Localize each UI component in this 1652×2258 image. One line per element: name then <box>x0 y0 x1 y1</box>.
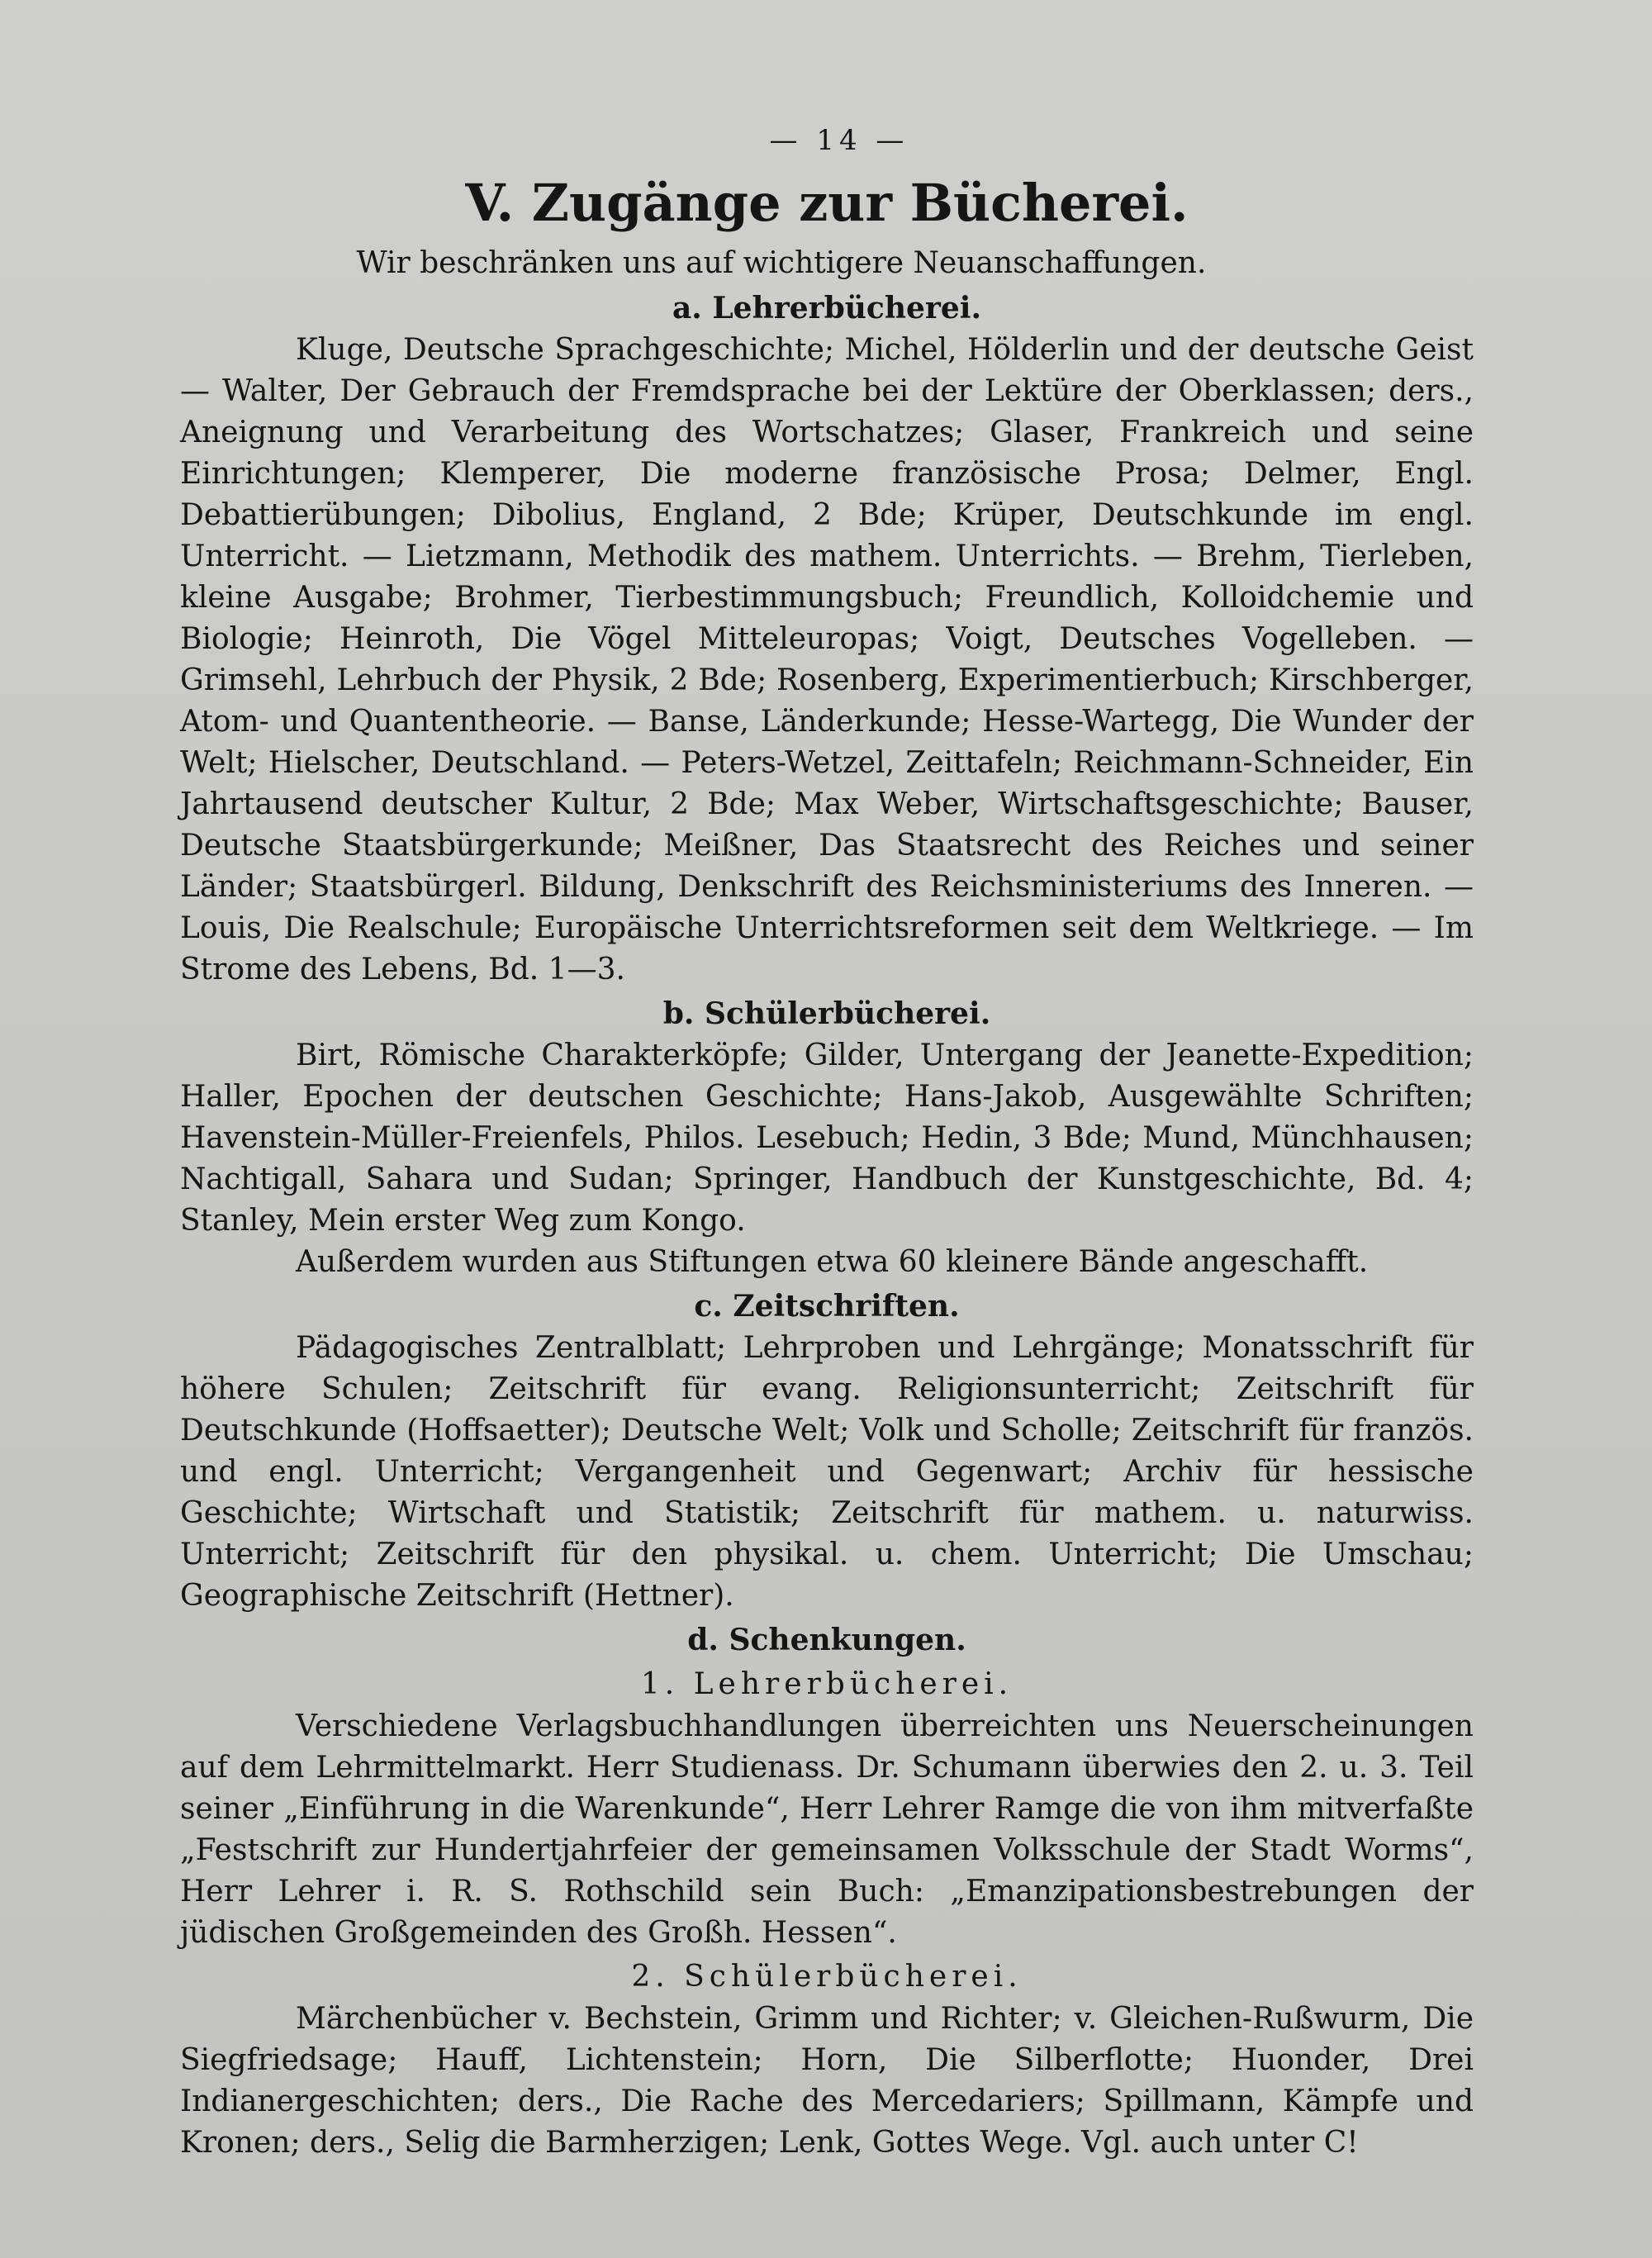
section-a-title: a. Lehrerbücherei. <box>672 291 982 326</box>
section-b-text: Birt, Römische Charakterköpfe; Gilder, Untergang der Jeanette-Expedition; Haller, Epochen der deutschen Geschichte; Hans-Jakob, Ausgewählte Schriften; Havenstein-Müller-Freienfels, Philos. Lesebuch; Hedin, 3 Bde; Mund, Münchhausen; Nachtigall, Sahara und Sudan; Springer, Handbuch der Kunstgeschichte, Bd. 4; Stanley, Mein erster Weg zum Kongo. <box>180 1039 1474 1238</box>
page-number: — 14 — <box>769 124 909 157</box>
section-d-sub1-title: 1. Lehrerbücherei. <box>640 1667 1014 1702</box>
section-d-sub1-text: Verschiedene Verlagsbuchhandlungen überreichten uns Neuerscheinungen auf dem Lehrmittelmarkt. Herr Studienass. Dr. Schumann überwies den 2. u. 3. Teil seiner „Einführung in die Warenkunde“, Herr Lehrer Ramge die von ihm mitverfaßte „Festschrift zur Hundertjahrfeier der gemeinsamen Volksschule der Stadt Worms“, Herr Lehrer i. R. S. Rothschild sein Buch: „Emanzipationsbestrebungen der jüdischen Großgemeinden des Großh. Hessen“. <box>180 1709 1474 1951</box>
section-a-text: Kluge, Deutsche Sprachgeschichte; Michel, Hölderlin und der deutsche Geist — Walter, Der Gebrauch der Fremdsprache bei der Lektüre der Oberklassen; ders., Aneignung und Verarbeitung des Wortschatzes; Glaser, Frankreich und seine Einrichtungen; Klemperer, Die moderne französische Prosa; Delmer, Engl. Debattierübungen; Dibolius, England, 2 Bde; Krüper, Deutschkunde im engl. Unterricht. — Lietzmann, Methodik des mathem. Unterrichts. — Brehm, Tierleben, kleine Ausgabe; Brohmer, Tierbestimmungsbuch; Freundlich, Kolloidchemie und Biologie; Heinroth, Die Vögel Mitteleuropas; Voigt, Deutsches Vogelleben. — Grimsehl, Lehrbuch der Physik, 2 Bde; Rosenberg, Experimentierbuch; Kirschberger, Atom- und Quantentheorie. — Banse, Länderkunde; Hesse-Wartegg, Die Wunder der Welt; Hielscher, Deutschland. — Peters-Wetzel, Zeittafeln; Reichmann-Schneider, Ein Jahrtausend deutscher Kultur, 2 Bde; Max Weber, Wirtschaftsgeschichte; Bauser, Deutsche Staatsbürgerkunde; Meißner, Das Staatsrecht des Reiches und seiner Länder; Staatsbürgerl. Bildung, Denkschrift des Reichsministeriums des Inneren. — Louis, Die Realschule; Europäische Unterrichtsreformen seit dem Weltkriege. — Im Strome des Lebens, Bd. 1—3. <box>180 333 1474 987</box>
section-b-text-2: Außerdem wurden aus Stiftungen etwa 60 kleinere Bände angeschafft. <box>296 1245 1369 1280</box>
section-d-sub2-text: Märchenbücher v. Bechstein, Grimm und Richter; v. Gleichen-Rußwurm, Die Siegfriedsage; Hauff, Lichtenstein; Horn, Die Silberflotte; Huonder, Drei Indianergeschichten; ders., Die Rache des Mercedariers; Spillmann, Kämpfe und Kronen; ders., Selig die Barmherzigen; Lenk, Gottes Wege. Vgl. auch unter C! <box>180 2002 1474 2161</box>
intro-text: Wir beschränken uns auf wichtigere Neuanschaffungen. <box>356 246 1207 281</box>
section-c-title: c. Zeitschriften. <box>694 1289 960 1324</box>
section-c-text: Pädagogisches Zentralblatt; Lehrproben und Lehrgänge; Monatsschrift für höhere Schulen; Zeitschrift für evang. Religionsunterricht; Zeitschrift für Deutschkunde (Hoffsaetter); Deutsche Welt; Volk und Scholle; Zeitschrift für französ. und engl. Unterricht; Vergangenheit und Gegenwart; Archiv für hessische Geschichte; Wirtschaft und Statistik; Zeitschrift für mathem. u. naturwiss. Unterricht; Zeitschrift für den physikal. u. chem. Unterricht; Die Umschau; Geographische Zeitschrift (Hettner). <box>180 1331 1474 1614</box>
page-content <box>180 124 1474 2164</box>
page-title: V. Zugänge zur Bücherei. <box>465 173 1189 233</box>
section-d-title: d. Schenkungen. <box>687 1623 966 1658</box>
section-b-title: b. Schülerbücherei. <box>662 996 991 1032</box>
section-d-sub2-title: 2. Schülerbücherei. <box>631 1960 1023 1994</box>
